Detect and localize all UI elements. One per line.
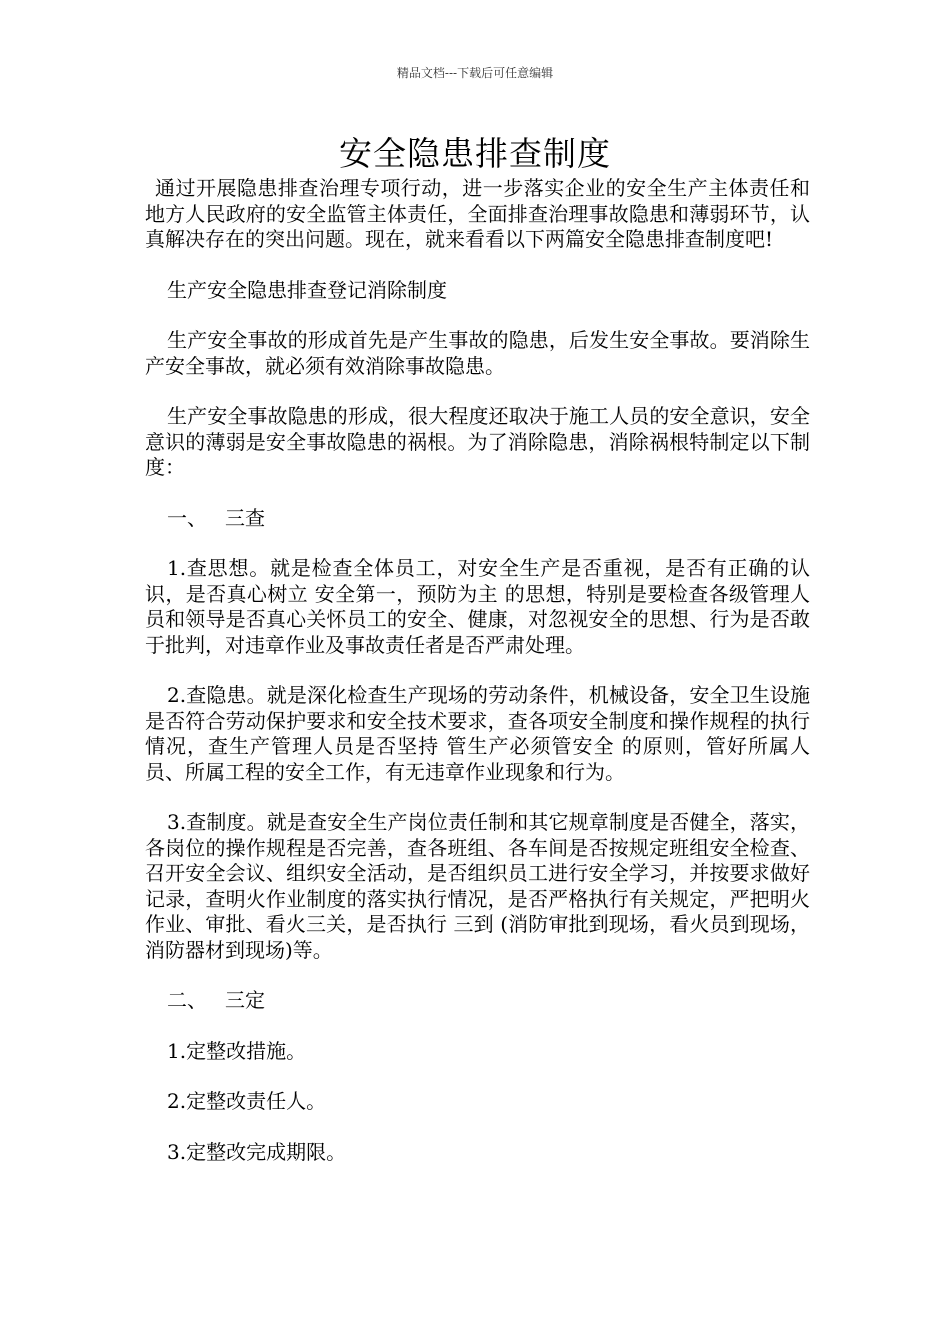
check-item-3: 3.查制度。就是查安全生产岗位责任制和其它规章制度是否健全，落实，各岗位的操作规程是否完善，查各班组、各车间是否按规定班组安全检查、召开安全会议、组织安全活动，是否组织员工进行安全学习，并按要求做好记录，查明火作业制度的落实执行情况，是否严格执行有关规定，严把明火作业、审批、看火三关，是否执行 三到 (消防审批到现场，看火员到现场，消防器材到现场)等。 [145, 810, 810, 962]
section-2-number: 二、 [167, 988, 207, 1012]
section-1-number: 一、 [167, 505, 207, 530]
section-heading-1 [145, 506, 810, 532]
fix-item-3: 3.定整改完成期限。 [167, 1139, 347, 1164]
section-1-label: 三查 [225, 505, 265, 530]
check-item-2: 2.查隐患。就是深化检查生产现场的劳动条件，机械设备，安全卫生设施是否符合劳动保护要求和安全技术要求，查各项安全制度和操作规程的执行情况，查生产管理人员是否坚持 管生产必须管安全 的原则，管好所属人员、所属工程的安全工作，有无违章作业现象和行为。 [145, 683, 810, 784]
header-note: 精品文档---下载后可任意编辑 [396, 66, 554, 80]
intro-paragraph: 通过开展隐患排查治理专项行动，进一步落实企业的安全生产主体责任和地方人民政府的安全监管主体责任，全面排查治理事故隐患和薄弱环节，认真解决存在的突出问题。现在，就来看看以下两篇安全隐患排查制度吧! [145, 176, 810, 251]
document-body [145, 176, 810, 1190]
paragraph-2: 生产安全事故隐患的形成，很大程度还取决于施工人员的安全意识，安全意识的薄弱是安全事故隐患的祸根。为了消除隐患，消除祸根特制定以下制度： [145, 404, 810, 479]
fix-item-1: 1.定整改措施。 [167, 1038, 307, 1063]
section-heading-2 [145, 988, 810, 1014]
section-2-label: 三定 [225, 988, 265, 1012]
subtitle: 生产安全隐患排查登记消除制度 [167, 277, 447, 302]
paragraph-1: 生产安全事故的形成首先是产生事故的隐患，后发生安全事故。要消除生产安全事故，就必须有效消除事故隐患。 [145, 328, 810, 378]
fix-item-2: 2.定整改责任人。 [167, 1089, 327, 1113]
document-title: 安全隐患排查制度 [339, 134, 611, 173]
check-item-1: 1.查思想。就是检查全体员工，对安全生产是否重视，是否有正确的认识，是否真心树立 安全第一，预防为主 的思想，特别是要检查各级管理人员和领导是否真心关怀员工的安全、健康，对忽视安全的思想、行为是否敢于批判，对违章作业及事故责任者是否严肃处理。 [145, 556, 810, 657]
